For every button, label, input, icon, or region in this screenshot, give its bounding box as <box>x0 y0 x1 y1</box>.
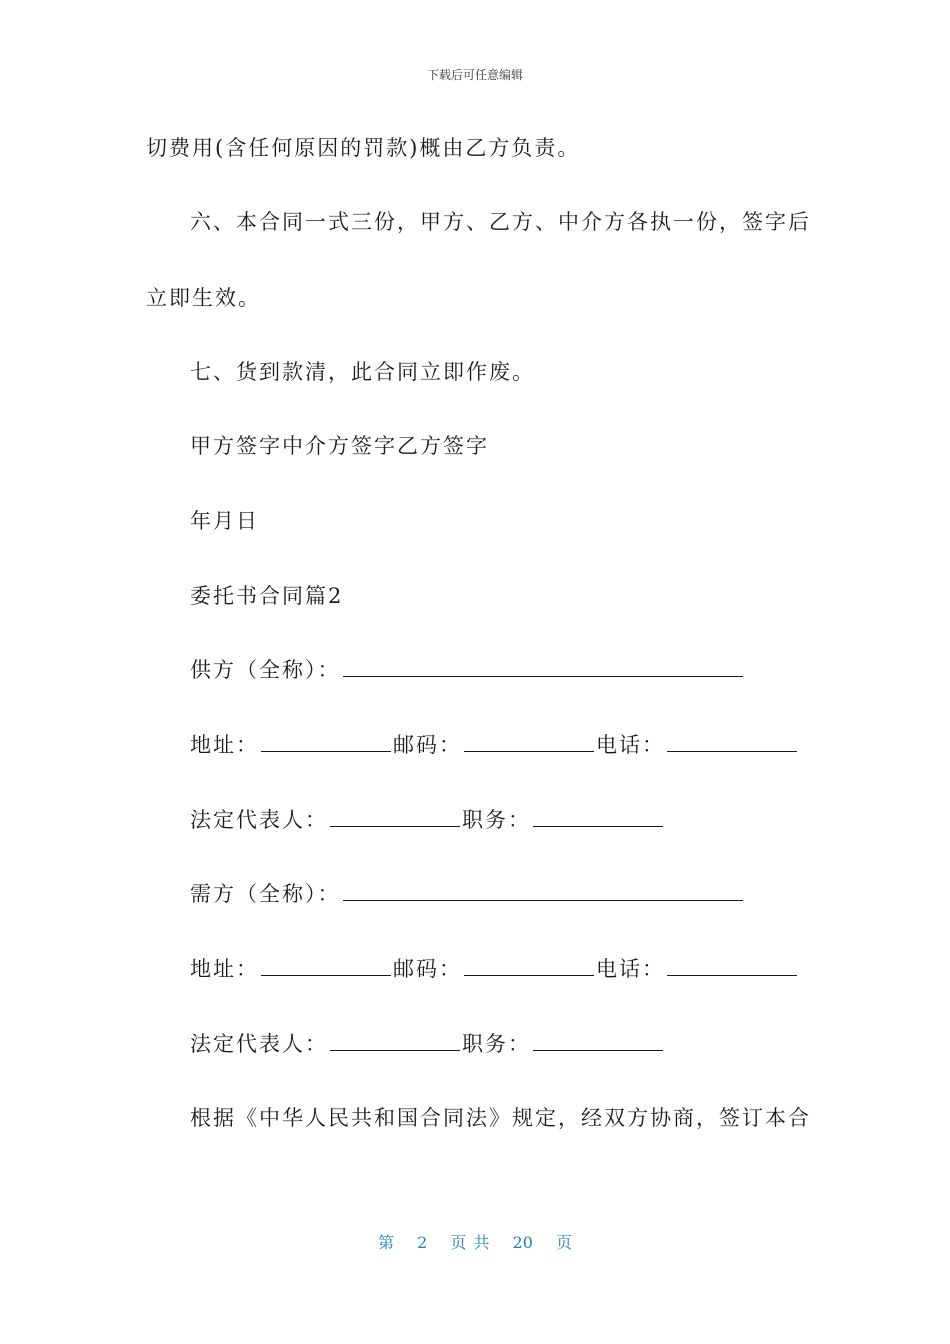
postcode-label: 邮码： <box>393 733 462 757</box>
buyer-row <box>190 880 745 908</box>
phone-blank <box>667 731 797 752</box>
supplier-address-row <box>190 731 799 759</box>
postcode-label: 邮码： <box>393 957 462 981</box>
address-label: 地址： <box>190 733 259 757</box>
postcode-blank <box>464 731 594 752</box>
buyer-address-row <box>190 955 799 983</box>
signature-line: 甲方签字中介方签字乙方签字 <box>190 434 489 458</box>
phone-label: 电话： <box>596 733 665 757</box>
footer-suffix: 页 <box>556 1233 573 1252</box>
address-blank <box>261 731 391 752</box>
phone-label: 电话： <box>596 957 665 981</box>
position-label: 职务： <box>462 1032 531 1056</box>
footer-mid: 页 共 <box>450 1233 490 1252</box>
buyer-rep-row <box>190 1030 665 1058</box>
address-label: 地址： <box>190 957 259 981</box>
supplier-row <box>190 656 745 684</box>
postcode-blank <box>464 955 594 976</box>
buyer-label: 需方（全称）： <box>190 882 341 906</box>
supplier-name-blank <box>343 656 743 677</box>
legal-rep-blank <box>330 806 460 827</box>
legal-rep-label: 法定代表人： <box>190 1032 328 1056</box>
paragraph-fee-clause: 切费用(含任何原因的罚款)概由乙方负责。 <box>146 136 581 160</box>
legal-rep-label: 法定代表人： <box>190 808 328 832</box>
position-blank <box>533 806 663 827</box>
position-blank <box>533 1030 663 1051</box>
buyer-name-blank <box>343 880 743 901</box>
paragraph-clause-six: 六、本合同一式三份，甲方、乙方、中介方各执一份，签字后 <box>190 210 811 234</box>
paragraph-clause-six-cont: 立即生效。 <box>146 286 261 310</box>
page-header-note: 下载后可任意编辑 <box>426 68 523 82</box>
footer-prefix: 第 <box>377 1233 394 1252</box>
paragraph-clause-seven: 七、货到款清，此合同立即作废。 <box>190 360 535 384</box>
section-title: 委托书合同篇2 <box>190 584 344 608</box>
date-line: 年月日 <box>190 509 259 533</box>
phone-blank <box>667 955 797 976</box>
footer-page-number: 2 <box>417 1233 428 1252</box>
supplier-label: 供方（全称）： <box>190 658 341 682</box>
legal-rep-blank <box>330 1030 460 1051</box>
position-label: 职务： <box>462 808 531 832</box>
footer-total-pages: 20 <box>512 1233 533 1252</box>
supplier-rep-row <box>190 806 665 834</box>
address-blank <box>261 955 391 976</box>
page-footer <box>0 1230 950 1253</box>
paragraph-contract-law: 根据《中华人民共和国合同法》规定，经双方协商，签订本合 <box>190 1106 811 1130</box>
